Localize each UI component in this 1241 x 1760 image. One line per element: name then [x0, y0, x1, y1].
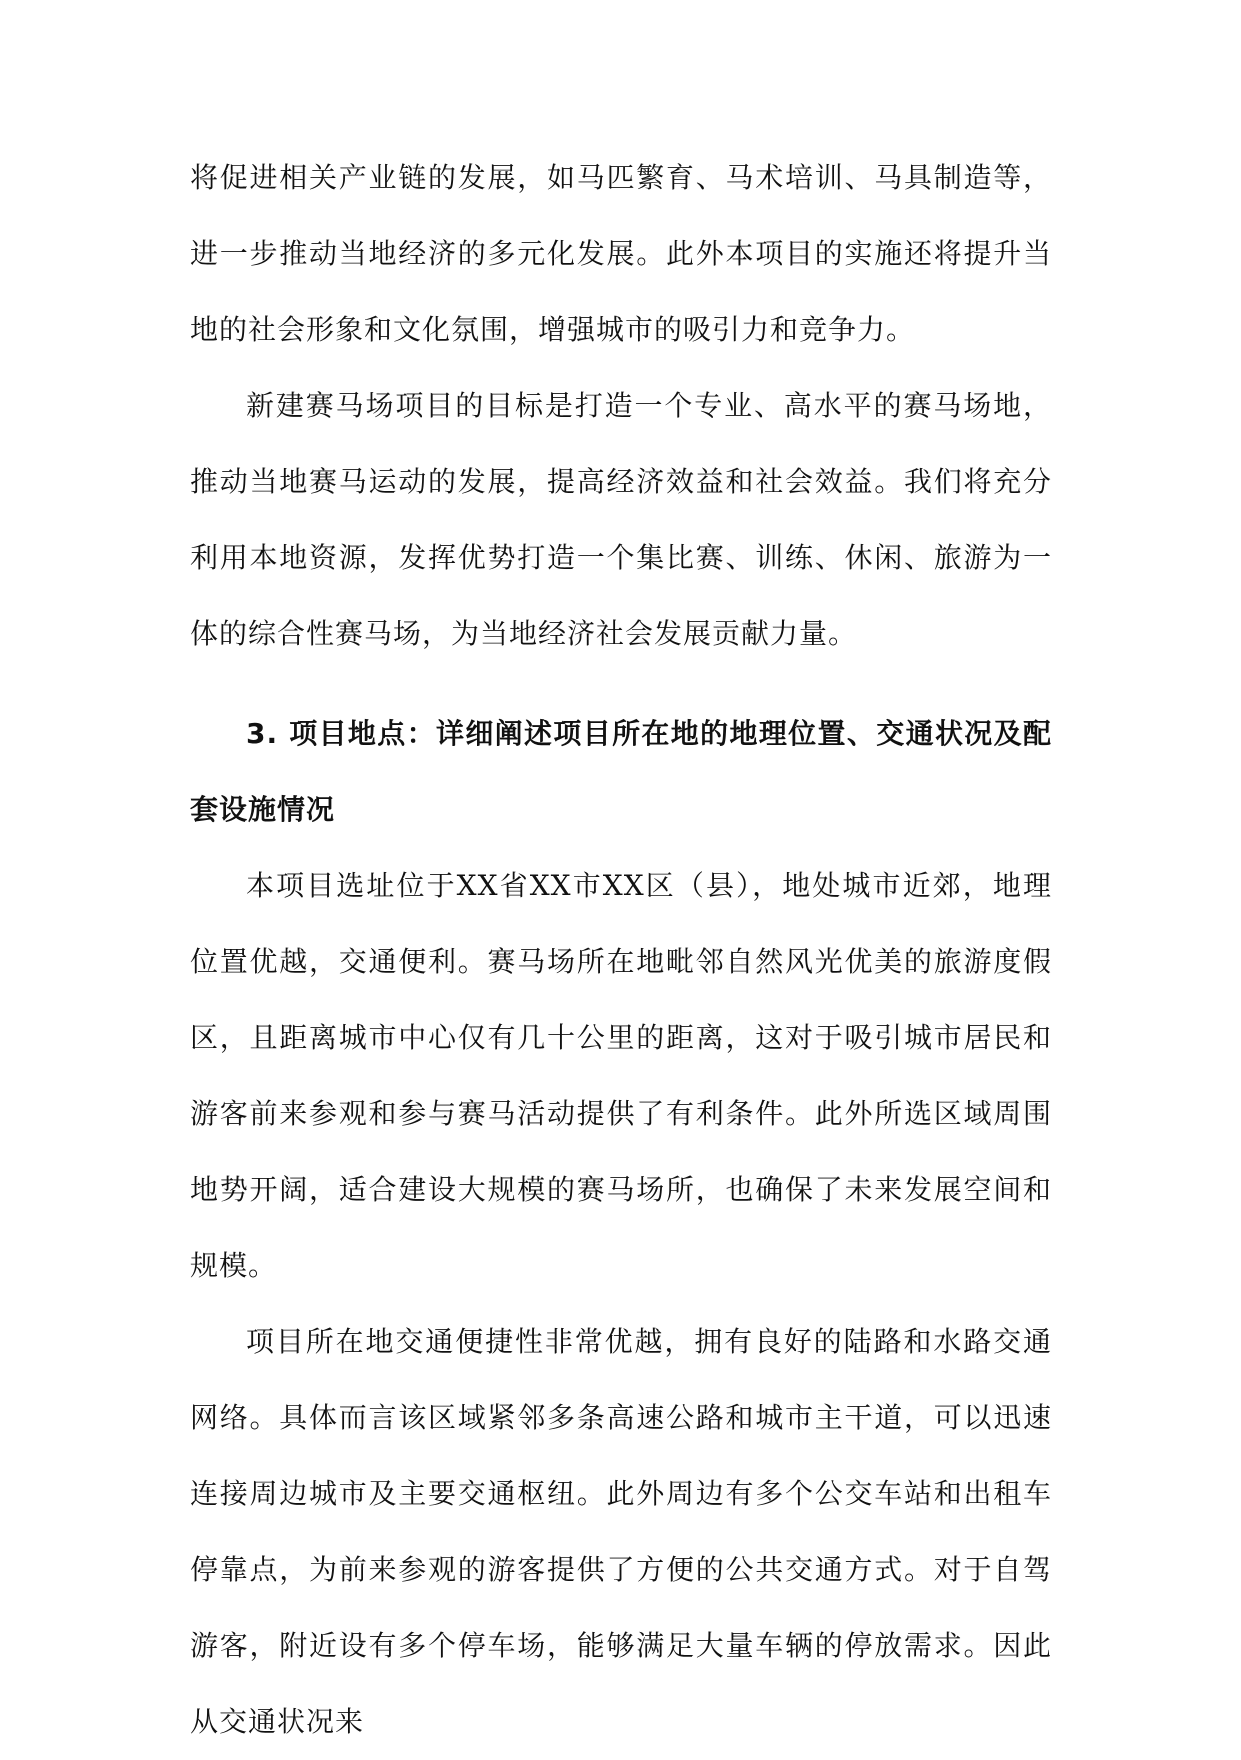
paragraph-site-location: 本项目选址位于XX省XX市XX区（县），地处城市近郊，地理位置优越，交通便利。赛马场所在地毗邻自然风光优美的旅游度假区，且距离城市中心仅有几十公里的距离，这对于吸引城市居民和游客前来参观和参与赛马活动提供了有利条件。此外所选区域周围地势开阔，适合建设大规模的赛马场所，也确保了未来发展空间和规模。: [190, 869, 1052, 1282]
paragraph-continued: 将促进相关产业链的发展，如马匹繁育、马术培训、马具制造等，进一步推动当地经济的多元化发展。此外本项目的实施还将提升当地的社会形象和文化氛围，增强城市的吸引力和竞争力。: [190, 161, 1052, 346]
section-heading-project-location: 3. 项目地点：详细阐述项目所在地的地理位置、交通状况及配套设施情况: [190, 717, 1052, 826]
document-body: [190, 140, 1052, 1760]
paragraph-transportation: 项目所在地交通便捷性非常优越，拥有良好的陆路和水路交通网络。具体而言该区域紧邻多条高速公路和城市主干道，可以迅速连接周边城市及主要交通枢纽。此外周边有多个公交车站和出租车停靠点，为前来参观的游客提供了方便的公共交通方式。对于自驾游客，附近设有多个停车场，能够满足大量车辆的停放需求。因此从交通状况来: [190, 1325, 1052, 1738]
paragraph-project-goal: 新建赛马场项目的目标是打造一个专业、高水平的赛马场地，推动当地赛马运动的发展，提高经济效益和社会效益。我们将充分利用本地资源，发挥优势打造一个集比赛、训练、休闲、旅游为一体的综合性赛马场，为当地经济社会发展贡献力量。: [190, 389, 1052, 650]
